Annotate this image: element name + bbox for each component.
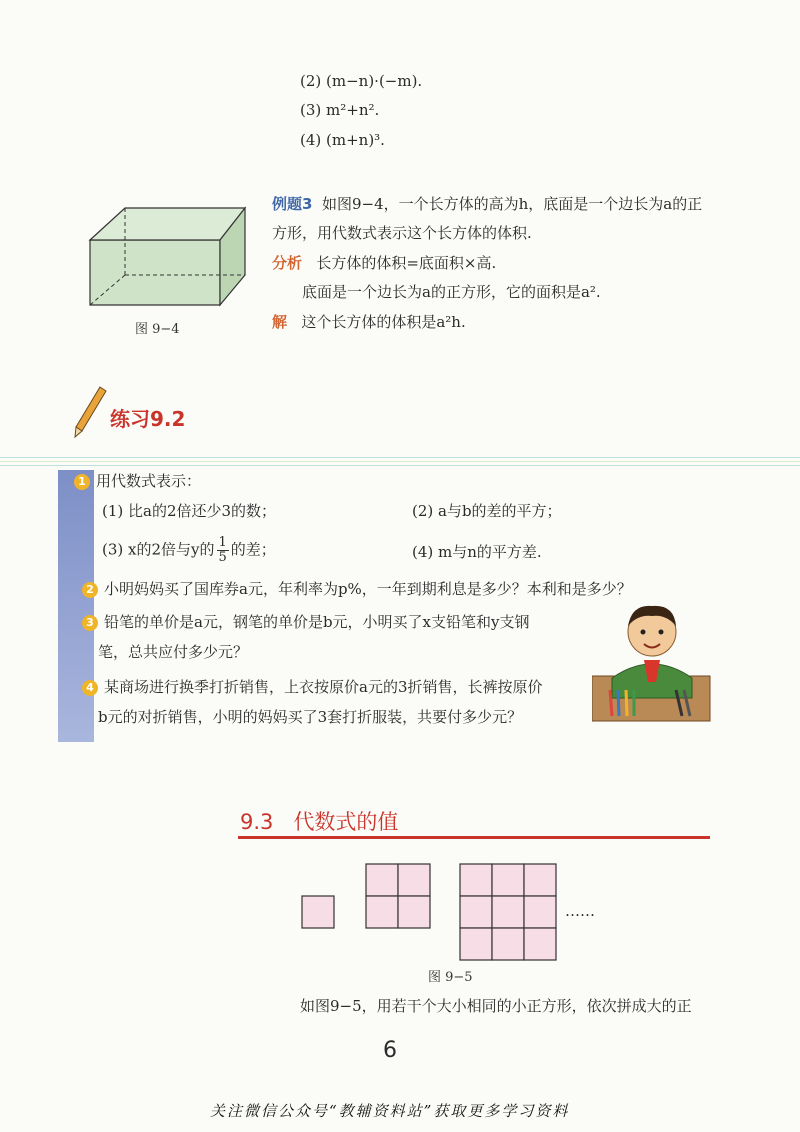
- solution-line: [272, 311, 466, 332]
- boy-illustration: [592, 598, 712, 726]
- q4-text1: 某商场进行换季打折销售，上衣按原价a元的3折销售，长裤按原价: [104, 678, 543, 696]
- square-1x1: [302, 896, 334, 928]
- square-3x3-cell: [492, 896, 524, 928]
- solution-text: 这个长方体的体积是a²h.: [301, 313, 466, 331]
- q1-text: 用代数式表示：: [96, 472, 202, 490]
- analysis-text2: 底面是一个边长为a的正方形，它的面积是a².: [302, 283, 601, 301]
- left-eye: [641, 630, 646, 635]
- q4-number: 4: [82, 680, 98, 696]
- pencil-blue: [618, 690, 619, 716]
- q1-c: [102, 536, 276, 565]
- square-3x3-cell: [524, 928, 556, 960]
- section-number: 9.3: [240, 810, 274, 834]
- pencil-yellow: [626, 690, 627, 716]
- figure-9-5-caption: 图 9−5: [428, 970, 473, 985]
- exercise-side-band: [58, 470, 94, 742]
- square-2x2-cell: [366, 896, 398, 928]
- square-3x3-cell: [524, 896, 556, 928]
- cuboid-front-face: [90, 240, 220, 305]
- analysis-label: 分析: [272, 254, 303, 272]
- example3-line1: [272, 193, 702, 214]
- continuation-dots: ……: [565, 902, 595, 920]
- q1-c-pre: (3) x的2倍与y的: [102, 540, 215, 559]
- pencil-icon: [70, 385, 110, 440]
- q1-a: (1) 比a的2倍还少3的数；: [102, 502, 277, 520]
- q3-line1: [82, 611, 529, 632]
- example3-label: 例题3: [272, 195, 313, 213]
- top-item-4: (4) (m+n)³.: [300, 131, 385, 149]
- q2-line: [82, 578, 632, 599]
- q4-line1: [82, 676, 543, 697]
- right-eye: [659, 630, 664, 635]
- q3-text1: 铅笔的单价是a元，钢笔的单价是b元，小明买了x支铅笔和y支钢: [104, 613, 530, 631]
- q3-line2: 笔，总共应付多少元？: [98, 643, 249, 661]
- square-3x3-cell: [460, 928, 492, 960]
- squares-figure: [298, 860, 598, 965]
- pencil-red: [610, 690, 612, 716]
- section-heading: [240, 806, 398, 836]
- square-3x3-cell: [460, 896, 492, 928]
- example3-text1: 如图9−4，一个长方体的高为h，底面是一个边长为a的正: [321, 195, 703, 213]
- fraction-one-fifth: $\frac{1}{5}$: [218, 535, 227, 565]
- q1-b: (2) a与b的差的平方；: [412, 502, 562, 520]
- square-3x3-cell: [460, 864, 492, 896]
- section-body: 如图9−5，用若干个大小相同的小正方形，依次拼成大的正: [300, 997, 692, 1015]
- square-3x3-cell: [492, 928, 524, 960]
- top-item-2: (2) (m−n)·(−m).: [300, 72, 423, 90]
- stripe-line-3: [0, 465, 800, 466]
- solution-label: 解: [272, 313, 288, 331]
- q1-d: (4) m与n的平方差.: [412, 543, 542, 561]
- square-3x3-cell: [524, 864, 556, 896]
- analysis-line: [272, 252, 496, 273]
- example3-line2: 方形，用代数式表示这个长方体的体积.: [272, 224, 532, 242]
- section-title: 代数式的值: [293, 810, 399, 834]
- square-2x2-cell: [398, 896, 430, 928]
- footer-text: 关注微信公众号“教辅资料站”获取更多学习资料: [210, 1102, 570, 1120]
- exercise-title: 练习9.2: [110, 407, 186, 431]
- analysis-text1: 长方体的体积=底面积×高.: [316, 254, 497, 272]
- section-underline: [238, 836, 710, 839]
- top-item-3: (3) m²+n².: [300, 101, 380, 119]
- q2-number: 2: [82, 582, 98, 598]
- q1-line: [74, 470, 201, 491]
- figure-9-4-caption: 图 9−4: [135, 322, 180, 337]
- stripe-line-1: [0, 457, 800, 458]
- square-2x2-cell: [366, 864, 398, 896]
- cuboid-figure: [80, 200, 250, 315]
- q1-number: 1: [74, 474, 90, 490]
- q1-c-post: 的差；: [230, 540, 276, 559]
- page-number: 6: [383, 1038, 397, 1063]
- square-3x3-cell: [492, 864, 524, 896]
- stripe-line-2: [0, 461, 800, 462]
- q3-number: 3: [82, 615, 98, 631]
- q2-text: 小明妈妈买了国库券a元，年利率为p%，一年到期利息是多少？本利和是多少？: [104, 580, 632, 598]
- cuboid-top-face: [90, 208, 245, 240]
- q4-line2: b元的对折销售，小明的妈妈买了3套打折服装，共要付多少元？: [98, 708, 523, 726]
- square-2x2-cell: [398, 864, 430, 896]
